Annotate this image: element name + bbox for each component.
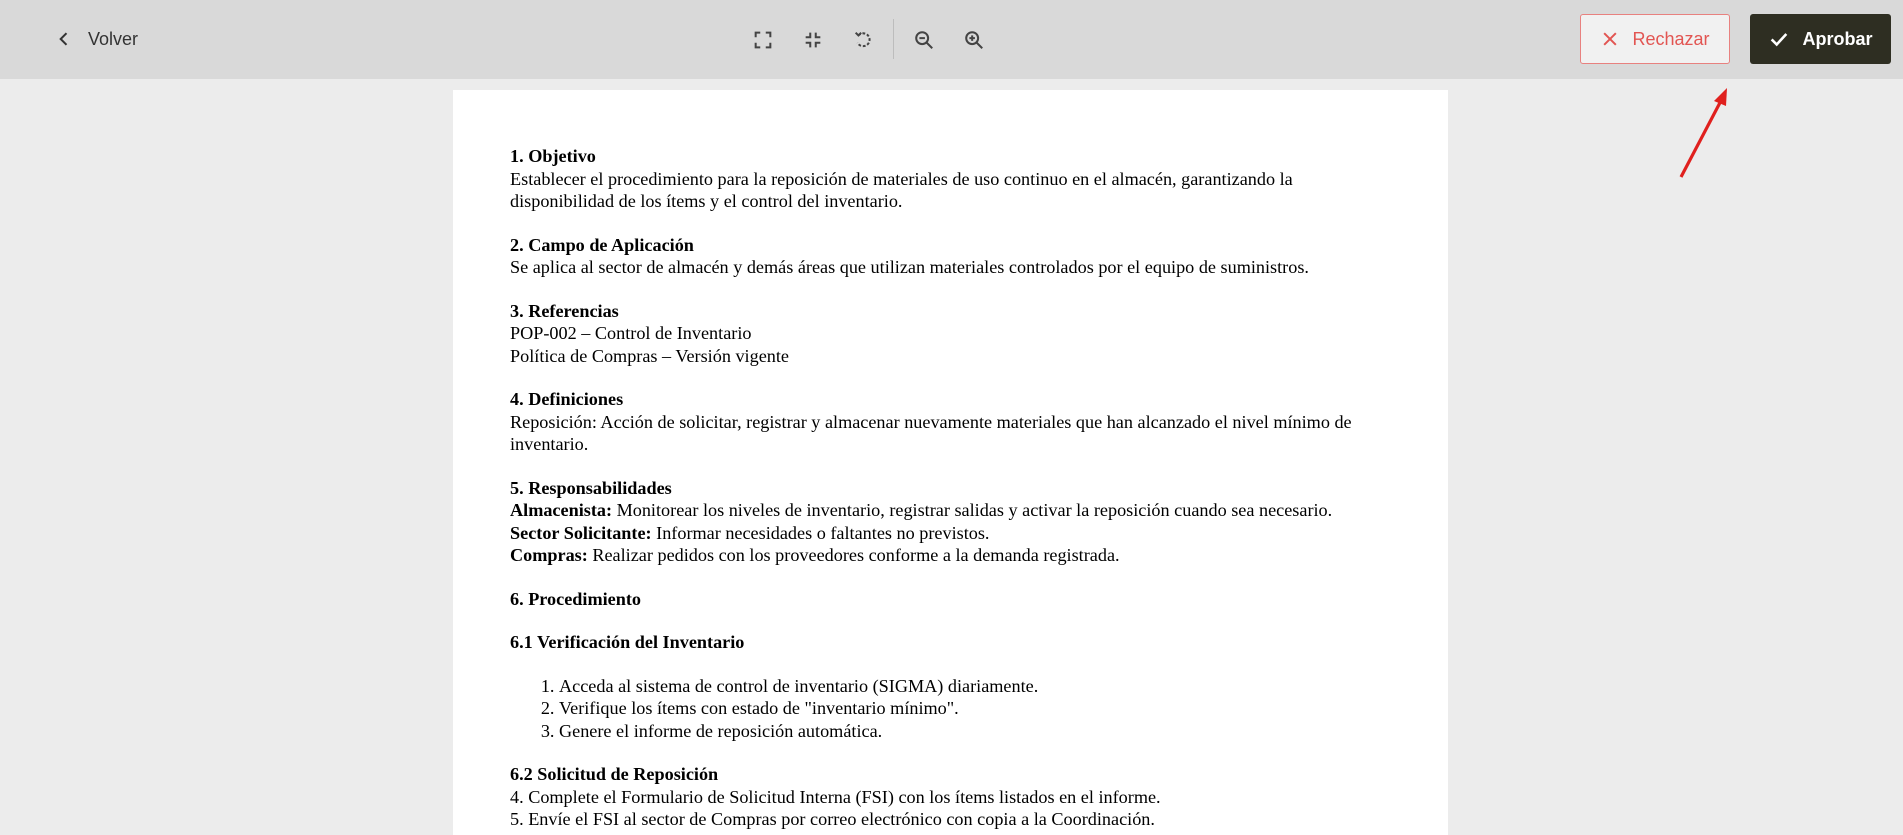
responsibility-line [510, 499, 1393, 522]
role-text: Informar necesidades o faltantes no previstos. [651, 522, 990, 543]
zoom-in-button[interactable] [958, 24, 990, 56]
reference-line: POP-002 – Control de Inventario [510, 323, 752, 343]
fullscreen-icon [752, 29, 774, 51]
reject-button[interactable] [1580, 14, 1730, 64]
document-page [453, 90, 1448, 835]
section-objetivo [510, 145, 1393, 213]
section-title: 4. Definiciones [510, 389, 624, 409]
section-title: 1. Objetivo [510, 146, 596, 166]
zoom-out-icon [913, 29, 935, 51]
section-title: 6.1 Verificación del Inventario [510, 632, 745, 652]
section-procedimiento [510, 588, 1393, 611]
rotate-icon [852, 29, 874, 51]
section-title: 6. Procedimiento [510, 588, 641, 609]
reject-label: Rechazar [1632, 28, 1710, 49]
role-text: Monitorear los niveles de inventario, registrar salidas y activar la reposición cuando sea necesario. [612, 500, 1333, 520]
reference-line: Política de Compras – Versión vigente [510, 345, 790, 366]
list-item: 3. Genere el informe de reposición automática. [559, 720, 1393, 743]
step-line: 4. Complete el Formulario de Solicitud Interna (FSI) con los ítems listados en el informe. [510, 786, 1161, 807]
role-label: Almacenista: [510, 500, 613, 520]
section-body: Establecer el procedimiento para la reposición de materiales de uso continuo en el almacén, garantizando la disponibilidad de los ítems y el control del inventario. [510, 168, 1293, 211]
approve-button[interactable] [1750, 14, 1891, 64]
section-referencias [510, 300, 1393, 368]
rotate-button[interactable] [847, 24, 879, 56]
role-label: Compras: [510, 545, 588, 565]
zoom-out-button[interactable] [908, 24, 940, 56]
zoom-in-icon [963, 29, 985, 51]
fit-width-button[interactable] [797, 24, 829, 56]
section-body: Reposición: Acción de solicitar, registrar y almacenar nuevamente materiales que han alcanzado el nivel mínimo de inventario. [510, 411, 1352, 454]
check-icon [1768, 28, 1790, 50]
step-list [559, 675, 1393, 743]
section-verificacion [510, 631, 1393, 742]
step-line: 5. Envíe el FSI al sector de Compras por correo electrónico con copia a la Coordinación. [510, 809, 1155, 829]
responsibility-line [510, 522, 1393, 545]
section-title: 3. Referencias [510, 300, 619, 321]
chevron-left-icon [54, 29, 74, 49]
role-text: Realizar pedidos con los proveedores conforme a la demanda registrada. [587, 545, 1120, 565]
toolbar-divider [893, 19, 894, 59]
fit-width-icon [802, 29, 824, 51]
section-responsabilidades [510, 477, 1393, 567]
section-campo [510, 234, 1393, 279]
close-icon [1600, 29, 1620, 49]
annotation-arrow-icon [1670, 82, 1730, 182]
list-item: 1. Acceda al sistema de control de inventario (SIGMA) diariamente. [559, 675, 1393, 698]
fullscreen-button[interactable] [747, 24, 779, 56]
responsibility-line [510, 544, 1393, 567]
section-title: 2. Campo de Aplicación [510, 234, 694, 255]
section-solicitud [510, 763, 1393, 831]
back-button[interactable] [54, 22, 138, 56]
top-toolbar [0, 0, 1903, 79]
list-item: 2. Verifique los ítems con estado de "inventario mínimo". [559, 697, 1393, 720]
back-label: Volver [88, 28, 139, 49]
role-label: Sector Solicitante: [510, 522, 652, 543]
approve-label: Aprobar [1802, 28, 1873, 49]
section-definiciones [510, 388, 1393, 456]
section-title: 6.2 Solicitud de Reposición [510, 764, 719, 784]
section-title: 5. Responsabilidades [510, 477, 672, 498]
section-body: Se aplica al sector de almacén y demás áreas que utilizan materiales controlados por el equipo de suministros. [510, 257, 1309, 277]
